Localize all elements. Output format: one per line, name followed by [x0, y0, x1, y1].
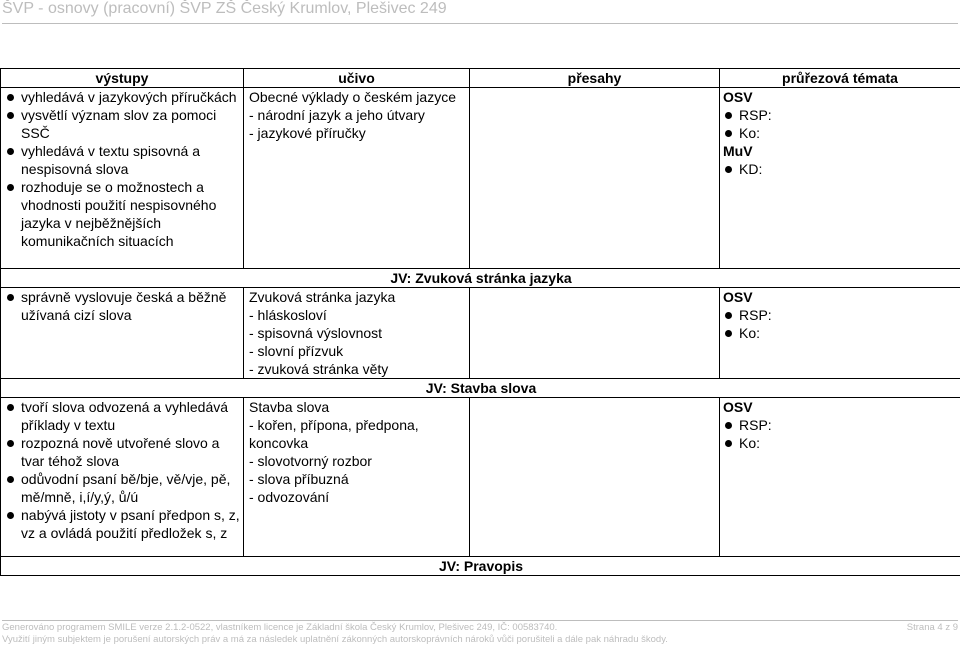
- section-heading: JV: Stavba slova: [1, 379, 960, 398]
- content-line: - slovní přízvuk: [249, 343, 344, 359]
- content-cell: [244, 288, 470, 379]
- topic-tag: Ko:: [723, 324, 957, 342]
- content-line: - zvuková stránka věty: [249, 361, 389, 377]
- section-row: [1, 269, 960, 288]
- section-heading: JV: Zvuková stránka jazyka: [1, 269, 960, 288]
- cross-topics-cell: [720, 88, 960, 269]
- cross-topics-cell: [720, 288, 960, 379]
- section-heading: JV: Pravopis: [1, 557, 960, 576]
- outcome-item: nabývá jistoty v psaní předpon s, z, vz a ovládá použití předložek s, z: [5, 506, 240, 542]
- column-header-content: učivo: [244, 69, 470, 88]
- footer-license: [2, 622, 958, 633]
- topic-tag: Ko:: [723, 124, 957, 142]
- curriculum-table: [0, 68, 960, 576]
- table-row: [1, 288, 960, 379]
- topic-tag: RSP:: [723, 416, 957, 434]
- content-line: Stavba slova: [249, 399, 330, 415]
- section-row: [1, 557, 960, 576]
- page-number: Strana 4 z 9: [906, 622, 958, 633]
- outcome-item: vysvětlí význam slov za pomoci SSČ: [5, 106, 240, 142]
- topic-tag: KD:: [723, 160, 957, 178]
- content-line: Zvuková stránka jazyka: [249, 289, 396, 305]
- outcomes-cell: [1, 398, 244, 557]
- outcomes-cell: [1, 288, 244, 379]
- overlaps-cell: [470, 88, 720, 269]
- outcome-item: správně vyslovuje česká a běžně užívaná cizí slova: [5, 288, 240, 324]
- content-line: - spisovná výslovnost: [249, 325, 383, 341]
- content-line: - odvozování: [249, 489, 330, 505]
- content-cell: [244, 398, 470, 557]
- outcome-item: vyhledává v jazykových příručkách: [5, 88, 240, 106]
- footer-license-text: Generováno programem SMILE verze 2.1.2-0522, vlastníkem licence je Základní škola Český Krumlov, Plešivec 249, IČ: 00583740.: [2, 622, 558, 633]
- column-header-cross-topics: průřezová témata: [720, 69, 960, 88]
- content-line: - hláskosloví: [249, 307, 327, 323]
- content-line: - slovotvorný rozbor: [249, 453, 372, 469]
- outcome-item: tvoří slova odvozená a vyhledává příklady v textu: [5, 398, 240, 434]
- outcomes-cell: [1, 88, 244, 269]
- topic-category: OSV: [723, 399, 753, 415]
- content-line: - kořen, přípona, předpona, koncovka: [249, 417, 419, 451]
- topic-tag: RSP:: [723, 106, 957, 124]
- overlaps-cell: [470, 288, 720, 379]
- outcome-item: rozpozná nově utvořené slovo a tvar téhož slova: [5, 434, 240, 470]
- content-line: - jazykové příručky: [249, 125, 366, 141]
- content-line: - slova příbuzná: [249, 471, 349, 487]
- content-line: Obecné výklady o českém jazyce: [249, 89, 456, 105]
- topic-category: OSV: [723, 289, 753, 305]
- cross-topics-cell: [720, 398, 960, 557]
- table-row: [1, 88, 960, 269]
- overlaps-cell: [470, 398, 720, 557]
- footer-divider: [2, 620, 958, 621]
- content-cell: [244, 88, 470, 269]
- outcome-item: rozhoduje se o možnostech a vhodnosti použití nespisovného jazyka v nejběžnějších komunikačních situacích: [5, 178, 240, 250]
- outcome-item: odůvodní psaní bě/bje, vě/vje, pě, mě/mně, i,í/y,ý, ů/ú: [5, 470, 240, 506]
- topic-category: MuV: [723, 143, 753, 159]
- section-row: [1, 379, 960, 398]
- page-header: ŠVP - osnovy (pracovní) ŠVP ZŠ Český Krumlov, Plešivec 249: [2, 0, 958, 24]
- content-line: - národní jazyk a jeho útvary: [249, 107, 425, 123]
- column-header-overlaps: přesahy: [470, 69, 720, 88]
- topic-category: OSV: [723, 89, 753, 105]
- table-row: [1, 398, 960, 557]
- column-header-outcomes: výstupy: [1, 69, 244, 88]
- outcome-item: vyhledává v textu spisovná a nespisovná slova: [5, 142, 240, 178]
- table-header-row: [1, 69, 960, 88]
- topic-tag: RSP:: [723, 306, 957, 324]
- topic-tag: Ko:: [723, 434, 957, 452]
- footer-copyright: Využití jiným subjektem je porušení autorských práv a má za následek uplatnění zákonných autorskoprávních nároků vůči porušiteli a dále pak náhradu škody.: [2, 634, 668, 645]
